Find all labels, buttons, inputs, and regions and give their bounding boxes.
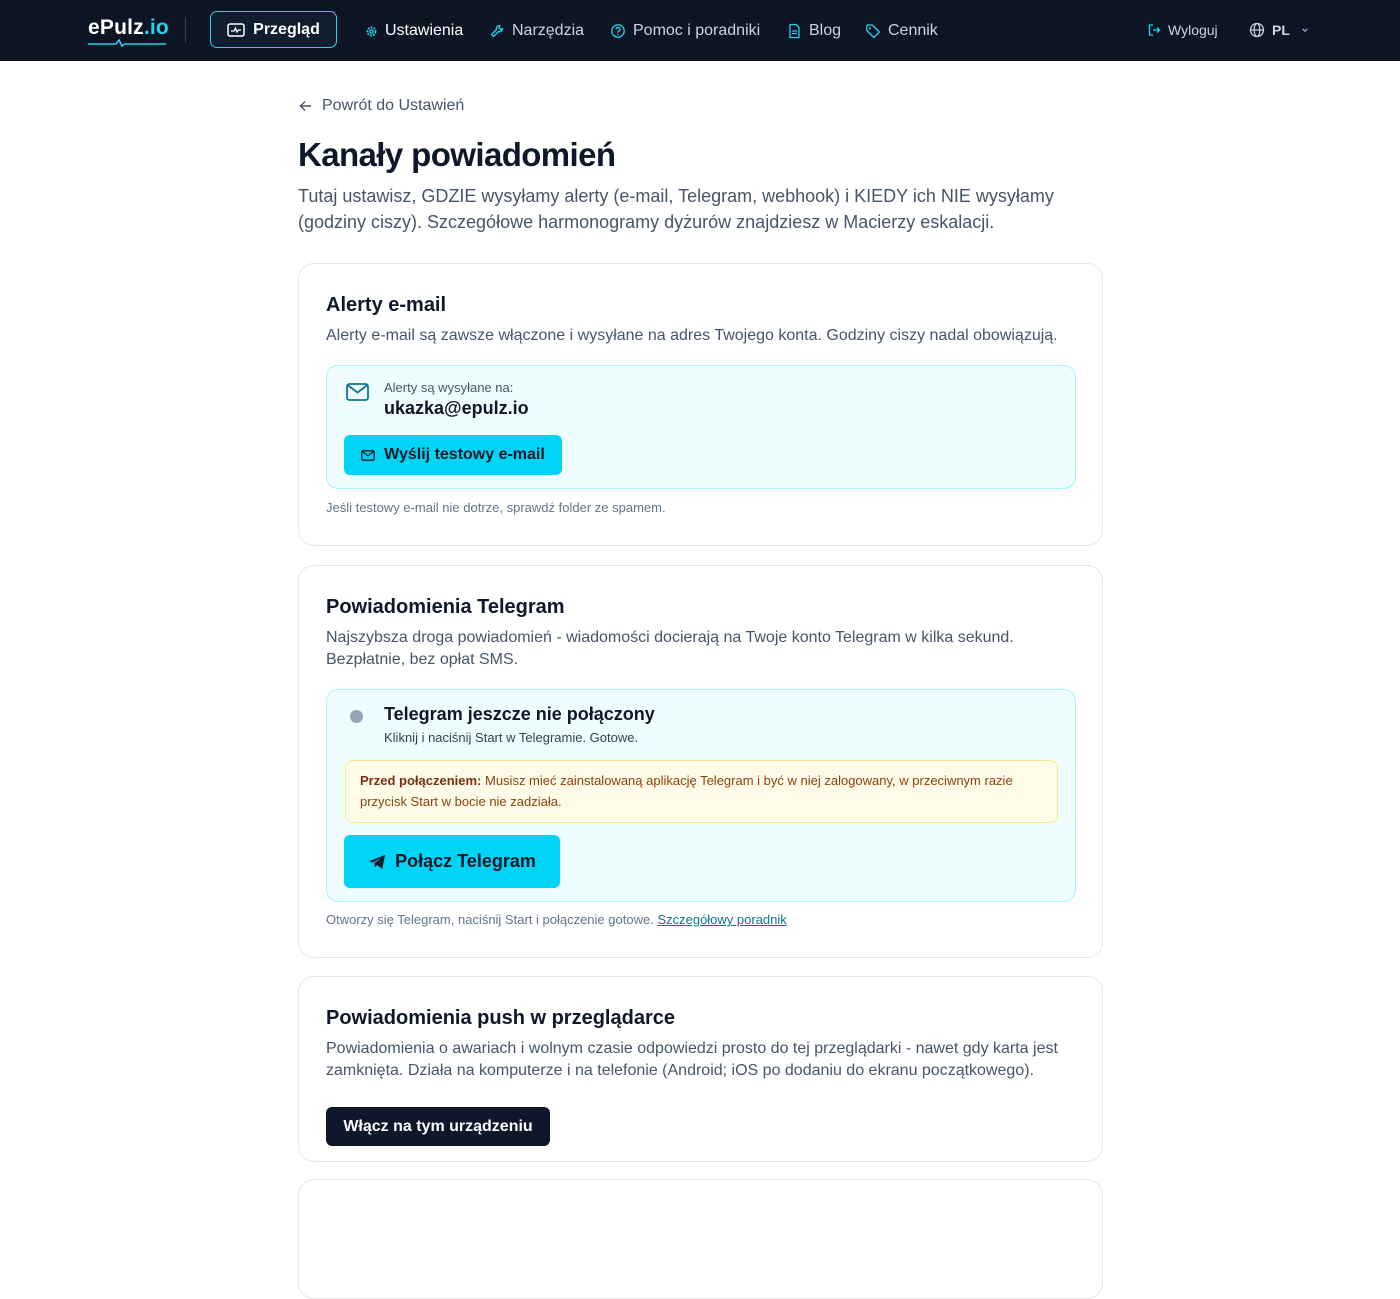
warning-label: Przed połączeniem: [360, 773, 482, 788]
pulse-icon [88, 39, 166, 47]
mail-icon [346, 383, 369, 401]
logo[interactable]: ePulz.io [88, 16, 169, 39]
gear-icon [365, 25, 378, 38]
help-circle-icon [610, 23, 626, 39]
push-card [298, 976, 1103, 1162]
push-card-title: Powiadomienia push w przeglądarce [326, 1007, 675, 1029]
top-navigation [0, 0, 1400, 61]
telegram-status-box [326, 689, 1076, 902]
push-card-description: Powiadomienia o awariach i wolnym czasie odpowiedzi prosto do tej przeglądarki - nawet gdy karta jest zamknięta. Działa na komputerze i na telefonie (Android; iOS po dodaniu do ekranu początkowego). [326, 1040, 1058, 1079]
nav-item-tools[interactable]: Narzędzia [489, 20, 584, 42]
nav-item-blog[interactable]: Blog [787, 20, 841, 42]
connect-telegram-button[interactable]: Połącz Telegram [344, 835, 560, 888]
nav-item-help[interactable]: Pomoc i poradniki [610, 20, 760, 42]
telegram-card [298, 565, 1103, 958]
nav-item-pricing[interactable]: Cennik [865, 20, 938, 42]
telegram-status-title: Telegram jeszcze nie połączony [384, 704, 655, 724]
mail-icon [361, 450, 375, 461]
nav-divider [185, 17, 186, 43]
back-link[interactable]: Powrót do Ustawień [298, 97, 464, 115]
wrench-icon [489, 23, 505, 39]
warning-text: Musisz mieć zainstalowaną aplikację Telegram i być w niej zalogowany, w przeciwnym razie przycisk Start w bocie nie zadziała. [360, 773, 1013, 809]
arrow-left-icon [298, 99, 313, 113]
telegram-warning [345, 760, 1058, 823]
enable-push-button[interactable]: Włącz na tym urządzeniu [326, 1107, 550, 1146]
email-address: ukazka@epulz.io [384, 398, 529, 418]
email-card [298, 263, 1103, 546]
document-icon [787, 23, 802, 39]
logout-icon [1147, 23, 1161, 37]
send-test-email-button[interactable]: Wyślij testowy e-mail [344, 435, 562, 475]
status-dot [350, 710, 363, 723]
next-card [298, 1179, 1103, 1299]
nav-overview-button[interactable]: Przegląd [210, 11, 337, 48]
globe-icon [1249, 22, 1265, 38]
telegram-card-description: Najszybsza droga powiadomień - wiadomości docierają na Twoje konto Telegram w kilka sekund. Bezpłatnie, bez opłat SMS. [326, 629, 1014, 668]
chevron-down-icon [1300, 25, 1310, 35]
email-sent-to-label: Alerty są wysyłane na: [384, 380, 514, 395]
telegram-guide-link[interactable]: Szczegółowy poradnik [657, 912, 787, 927]
page-description: Tutaj ustawisz, GDZIE wysyłamy alerty (e-mail, Telegram, webhook) i KIEDY ich NIE wysyłamy (godziny ciszy). Szczegółowe harmonogramy dyżurów znajdziesz w Macierzy eskalacji. [298, 186, 1054, 232]
dashboard-icon [227, 23, 245, 37]
telegram-hint: Otworzy się Telegram, naciśnij Start i połączenie gotowe. Szczegółowy poradnik [326, 912, 787, 927]
telegram-card-title: Powiadomienia Telegram [326, 596, 565, 618]
language-selector[interactable]: PL [1249, 22, 1310, 38]
email-hint: Jeśli testowy e-mail nie dotrze, sprawdź folder ze spamem. [326, 500, 666, 515]
email-card-description: Alerty e-mail są zawsze włączone i wysyłane na adres Twojego konta. Godziny ciszy nadal obowiązują. [326, 327, 1058, 344]
nav-item-settings[interactable]: Ustawienia [365, 20, 463, 42]
email-info-box [326, 365, 1076, 489]
email-card-title: Alerty e-mail [326, 294, 447, 316]
telegram-status-subtitle: Kliknij i naciśnij Start w Telegramie. Gotowe. [384, 730, 639, 745]
telegram-send-icon [368, 854, 386, 870]
tag-icon [865, 23, 881, 39]
logout-button[interactable]: Wyloguj [1147, 22, 1218, 38]
page-title: Kanały powiadomień [298, 136, 616, 173]
